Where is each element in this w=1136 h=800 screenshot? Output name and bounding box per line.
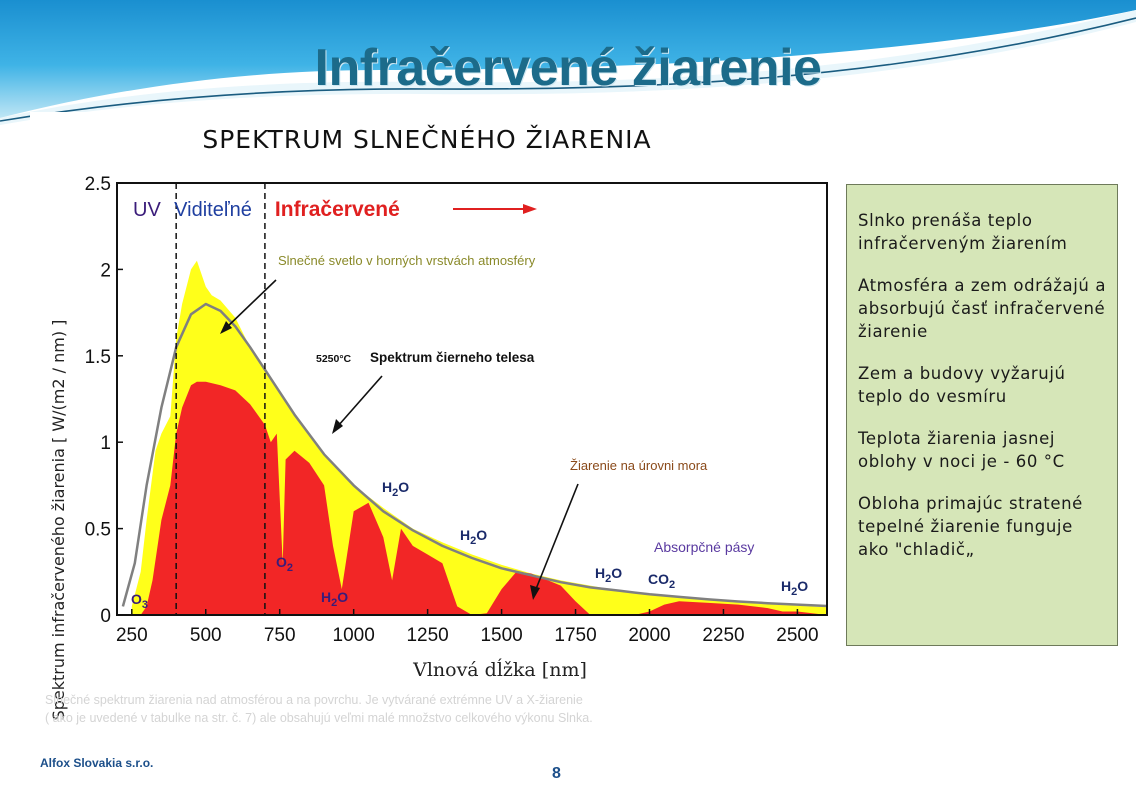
annotation-arrow-line	[226, 280, 276, 328]
annotation-arrow-line	[536, 484, 578, 589]
x-tick-label: 1250	[406, 625, 449, 646]
x-tick-label: 2250	[702, 625, 745, 646]
annotation-arrow-line	[338, 376, 382, 426]
info-paragraph: Teplota žiarenia jasnej oblohy v noci je - 60 °C	[858, 429, 1065, 471]
x-axis-label: Vlnová dĺžka [nm]	[413, 659, 587, 681]
annotation-blackbody: Spektrum čierneho telesa	[370, 350, 535, 365]
info-paragraph: Obloha primajúc stratené tepelné žiarenie funguje ako "chladič„	[858, 494, 1083, 559]
solar-spectrum-chart	[30, 112, 835, 740]
y-axis-label: Spektrum infračerveného žiarenia [ W/(m2 / nm) ]	[49, 319, 68, 721]
x-tick-label: 1750	[554, 625, 597, 646]
x-tick-label: 2000	[628, 625, 671, 646]
annotation-top-atmosphere: Slnečné svetlo v horných vrstvách atmosféry	[278, 253, 536, 268]
plot-area	[85, 174, 827, 646]
absorption-band-label: $CO_2$	[648, 571, 676, 591]
page-number: 8	[552, 765, 561, 782]
y-tick-label: 1	[100, 433, 111, 455]
x-tick-label: 1000	[332, 625, 375, 646]
series-group	[123, 261, 827, 615]
info-paragraph: Zem a budovy vyžarujú teplo do vesmíru	[858, 364, 1066, 406]
footer-company: Alfox Slovakia s.r.o.	[40, 756, 154, 770]
y-tick-label: 0.5	[84, 519, 111, 541]
caption-line-2: ( ako je uvedené v tabulke na str. č. 7) ale obsahujú veľmi malé množstvo celkového výkonu Slnka.	[45, 711, 593, 725]
x-tick-label: 2500	[776, 625, 819, 646]
region-label-infrared: Infračervené	[274, 198, 400, 221]
absorption-band-label: $H_2O$	[382, 479, 410, 499]
x-tick-label: 250	[115, 625, 148, 646]
x-tick-label: 750	[263, 625, 296, 646]
y-tick-label: 2	[100, 260, 111, 282]
x-tick-label: 1500	[480, 625, 523, 646]
absorption-band-label: $H_2O$	[781, 578, 809, 598]
slide-title: Infračervené žiarenie	[314, 39, 822, 97]
x-tick-label: 500	[189, 625, 222, 646]
annotation-sea-level: Žiarenie na úrovni mora	[570, 458, 708, 473]
absorption-band-label: $O_2$	[276, 554, 294, 574]
annotation-blackbody-temp: 5250°C	[316, 353, 352, 365]
chart-title: SPEKTRUM SLNEČNÉHO ŽIARENIA	[202, 125, 652, 154]
absorption-band-label: $O_3$	[131, 591, 149, 611]
absorption-band-label: $H_2O$	[321, 589, 349, 609]
region-label-uv: UV	[133, 199, 161, 221]
y-tick-label: 2.5	[84, 174, 111, 195]
absorption-band-label: $H_2O$	[460, 527, 488, 547]
caption-line-1: Slnečné spektrum žiarenia nad atmosférou a na povrchu. Je vytvárané extrémne UV a X-žiarenie	[45, 693, 583, 707]
info-paragraph: Slnko prenáša teplo infračerveným žiarením	[858, 211, 1068, 253]
annotation-absorption-bands: Absorpčné pásy	[654, 539, 755, 555]
info-box	[846, 184, 1118, 646]
y-tick-label: 0	[100, 606, 111, 627]
absorption-band-label: $H_2O$	[595, 565, 623, 585]
region-label-visible: Viditeľné	[174, 199, 252, 221]
info-paragraph: Atmosféra a zem odrážajú a absorbujú časť infračervené žiarenie	[858, 276, 1107, 341]
y-tick-label: 1.5	[84, 346, 111, 368]
infrared-arrow-head	[523, 204, 537, 214]
